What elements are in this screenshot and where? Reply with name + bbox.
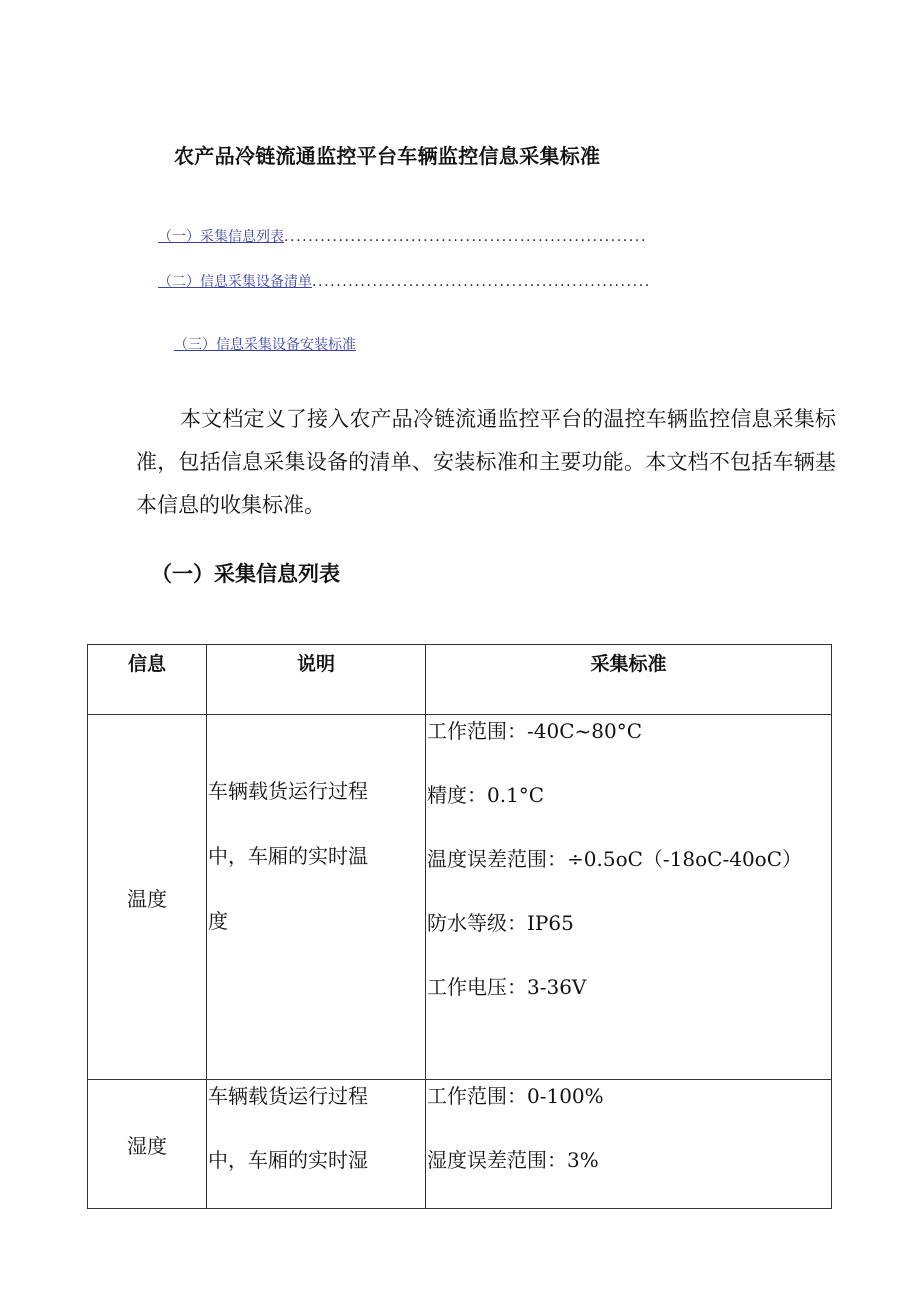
row-name-humidity: 湿度 (88, 1080, 207, 1209)
description-line: 中，车厢的实时湿 (208, 1148, 368, 1172)
toc-leader-dots: ............................................................ (284, 229, 648, 245)
standard-line: 工作范围：-40C~80°C (427, 719, 643, 743)
toc-link-collection-list[interactable]: （一）采集信息列表 (158, 229, 284, 245)
standard-line: 工作范围：0-100% (427, 1084, 604, 1108)
row-standards (426, 715, 832, 1080)
header-info: 信息 (88, 645, 207, 715)
toc-item-1[interactable] (158, 226, 647, 246)
row-name-temperature: 温度 (88, 715, 207, 1080)
standard-line: 温度误差范围：÷0.5oC（-18oC-40oC） (427, 847, 803, 871)
section-heading: （一）采集信息列表 (151, 562, 340, 586)
table-row (88, 715, 832, 1080)
standard-line: 精度：0.1°C (427, 783, 545, 807)
toc-link-install-standard[interactable]: （三）信息采集设备安装标准 (174, 337, 356, 353)
header-standard: 采集标准 (426, 645, 832, 715)
row-description (207, 715, 426, 1080)
standard-line: 湿度误差范围：3% (427, 1148, 599, 1172)
description-line: 中，车厢的实时温 (208, 844, 368, 868)
description-line: 度 (208, 909, 228, 933)
table-row (88, 1080, 832, 1209)
toc-item-3[interactable] (174, 334, 356, 354)
collection-info-table (87, 644, 832, 1209)
row-description (207, 1080, 426, 1209)
standard-line: 防水等级：IP65 (427, 911, 574, 935)
row-standards (426, 1080, 832, 1209)
intro-paragraph: 本文档定义了接入农产品冷链流通监控平台的温控车辆监控信息采集标准，包括信息采集设备的清单、安装标准和主要功能。本文档不包括车辆基本信息的收集标准。 (136, 407, 836, 517)
description-line: 车辆载货运行过程 (208, 1084, 368, 1108)
toc-link-device-list[interactable]: （二）信息采集设备清单 (158, 274, 312, 290)
standard-line: 工作电压：3-36V (427, 975, 587, 999)
description-line: 车辆载货运行过程 (208, 779, 368, 803)
header-description: 说明 (207, 645, 426, 715)
table-header-row (88, 645, 832, 715)
toc-leader-dots: ........................................................ (312, 274, 651, 290)
toc-item-2[interactable] (158, 271, 651, 291)
document-title: 农产品冷链流通监控平台车辆监控信息采集标准 (174, 144, 601, 168)
